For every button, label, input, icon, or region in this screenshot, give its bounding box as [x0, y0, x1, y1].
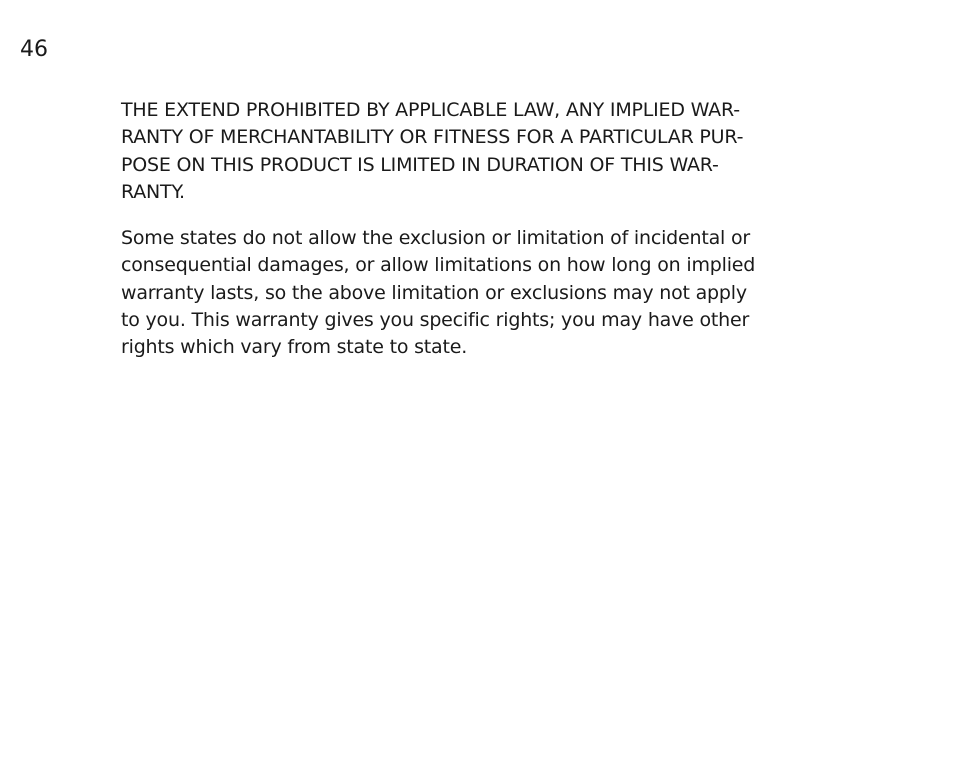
state-rights-paragraph — [121, 225, 891, 361]
warranty-disclaimer-paragraph — [121, 97, 891, 206]
text-line: warranty lasts, so the above limitation or exclusions may not apply — [121, 281, 747, 304]
text-line: THE EXTEND PROHIBITED BY APPLICABLE LAW, ANY IMPLIED WAR- — [121, 99, 740, 121]
text-line: RANTY. — [121, 180, 185, 203]
text-line: RANTY OF MERCHANTABILITY OR FITNESS FOR A PARTICULAR PUR- — [121, 126, 744, 149]
text-line: POSE ON THIS PRODUCT IS LIMITED IN DURATION OF THIS WAR- — [121, 153, 719, 176]
text-line: consequential damages, or allow limitations on how long on implied — [121, 254, 756, 277]
page-body — [121, 97, 891, 362]
text-line: to you. This warranty gives you specific rights; you may have other — [121, 309, 750, 332]
page-number: 46 — [20, 37, 48, 62]
text-line: Some states do not allow the exclusion or limitation of incidental or — [121, 227, 750, 250]
text-line: rights which vary from state to state. — [121, 336, 468, 359]
